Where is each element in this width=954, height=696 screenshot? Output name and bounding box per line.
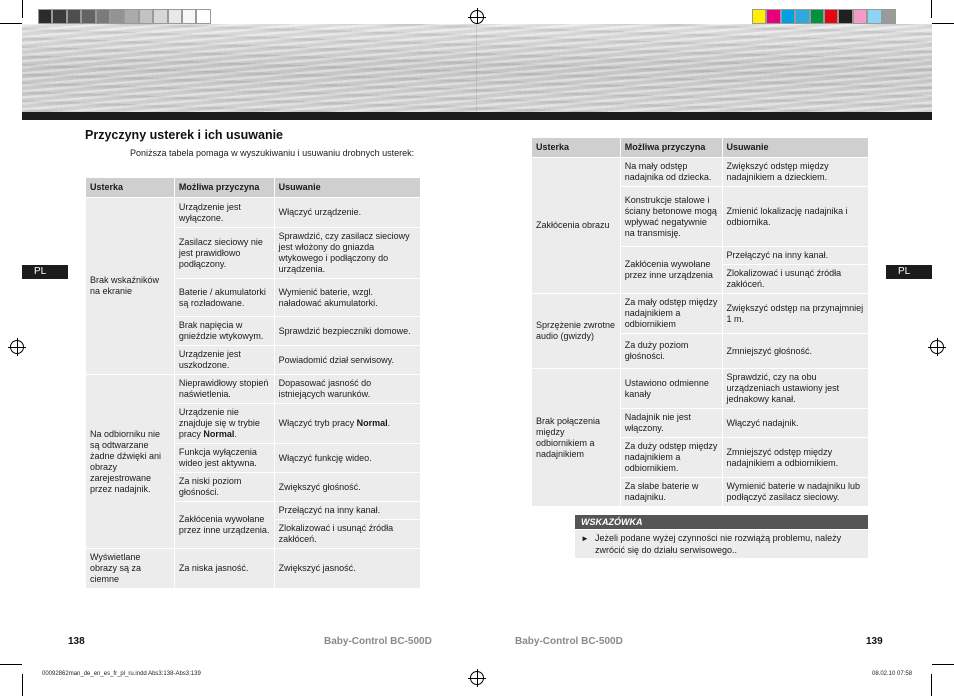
- table-row: [532, 294, 869, 334]
- registration-mark-icon: [470, 671, 484, 685]
- grey-swatch: [124, 9, 138, 24]
- registration-mark-icon: [10, 340, 24, 354]
- remedy-cell: Dopasować jasność do istniejących warunków.: [274, 375, 420, 404]
- remedy-cell: Włączyć urządzenie.: [274, 198, 420, 228]
- color-swatch: [752, 9, 766, 24]
- cause-cell: Za słabe baterie w nadajniku.: [620, 478, 722, 507]
- color-swatch: [781, 9, 795, 24]
- model-name-right: Baby-Control BC-500D: [515, 636, 623, 647]
- table-row: [532, 158, 869, 187]
- troubleshooting-table-right: [531, 137, 869, 507]
- color-swatch: [838, 9, 852, 24]
- remedy-cell: Włączyć nadajnik.: [722, 409, 868, 438]
- remedy-cell: Zmniejszyć odstęp między nadajnikiem a odbiornikiem.: [722, 438, 868, 478]
- column-header-remedy: Usuwanie: [274, 178, 420, 198]
- arrow-right-icon: ►: [581, 534, 589, 543]
- fault-cell: [532, 294, 621, 369]
- model-name-left: Baby-Control BC-500D: [324, 636, 432, 647]
- print-slug-date: 08.02.10 07:58: [872, 671, 913, 677]
- cause-cell: [174, 404, 274, 444]
- grey-calibration-bar: [38, 9, 211, 24]
- cause-cell: Za mały odstęp między nadajnikiem a odbiornikiem: [620, 294, 722, 334]
- cause-cell: Za duży poziom głośności.: [620, 334, 722, 369]
- cause-text: Urządzenie nie znajduje się w trybie pracy: [178, 407, 260, 439]
- page-number-right: 139: [866, 636, 883, 647]
- page-gutter: [476, 24, 477, 120]
- column-header-cause: Możliwa przyczyna: [620, 138, 722, 158]
- cause-cell: Baterie / akumulatorki są rozładowane.: [174, 279, 274, 317]
- remedy-cell: Zwiększyć głośność.: [274, 473, 420, 502]
- crop-mark: [931, 0, 932, 18]
- crop-mark: [932, 23, 954, 24]
- grey-swatch: [168, 9, 182, 24]
- color-swatch: [824, 9, 838, 24]
- remedy-cell: Przełączyć na inny kanał.: [722, 247, 868, 265]
- grey-swatch: [52, 9, 66, 24]
- cause-text-end: .: [234, 429, 237, 439]
- fault-cell: Wyświetlane obrazy są za ciemne: [86, 549, 175, 589]
- color-swatch: [766, 9, 780, 24]
- registration-mark-icon: [470, 10, 484, 24]
- grey-swatch: [139, 9, 153, 24]
- grey-swatch: [67, 9, 81, 24]
- cause-cell: Funkcja wyłączenia wideo jest aktywna.: [174, 444, 274, 473]
- grey-swatch: [153, 9, 167, 24]
- remedy-text: Włączyć tryb pracy: [278, 418, 357, 428]
- color-swatch: [853, 9, 867, 24]
- hint-text: Jeżeli podane wyżej czynności nie rozwiążą problemu, należy zwrócić się do działu serwisowego..: [595, 533, 842, 555]
- color-swatch: [810, 9, 824, 24]
- cause-cell: Ustawiono odmienne kanały: [620, 369, 722, 409]
- remedy-cell: Włączyć funkcję wideo.: [274, 444, 420, 473]
- table-row: [532, 369, 869, 409]
- cause-cell: Urządzenie jest uszkodzone.: [174, 346, 274, 375]
- remedy-cell: Zwiększyć jasność.: [274, 549, 420, 589]
- crop-mark: [932, 664, 954, 665]
- cause-cell: Zakłócenia wywołane przez inne urządzenia.: [174, 502, 274, 549]
- grey-swatch: [196, 9, 210, 24]
- language-tab-left: PL: [22, 265, 68, 279]
- table-row: [86, 549, 421, 589]
- fault-name-bold: Sprzężenie zwrotne audio (gwizdy): [536, 320, 616, 341]
- troubleshooting-table-left: [85, 177, 421, 589]
- grey-swatch: [38, 9, 52, 24]
- grey-swatch: [182, 9, 196, 24]
- crop-mark: [22, 0, 23, 18]
- table-row: [86, 375, 421, 404]
- grey-swatch: [81, 9, 95, 24]
- color-swatch: [867, 9, 881, 24]
- column-header-fault: Usterka: [532, 138, 621, 158]
- crop-mark: [0, 664, 22, 665]
- remedy-cell: [274, 404, 420, 444]
- fault-cell: Zakłócenia obrazu: [532, 158, 621, 294]
- registration-mark-icon: [930, 340, 944, 354]
- cause-cell: Zasilacz sieciowy nie jest prawidłowo podłączony.: [174, 228, 274, 279]
- mode-name: Normal: [203, 429, 235, 439]
- table-row: [86, 198, 421, 228]
- cause-cell: Za niski poziom głośności.: [174, 473, 274, 502]
- page-title: Przyczyny usterek i ich usuwanie: [85, 128, 283, 142]
- fault-cell: Brak wskaźników na ekranie: [86, 198, 175, 375]
- hint-title: WSKAZÓWKA: [575, 515, 868, 529]
- cause-cell: Nadajnik nie jest włączony.: [620, 409, 722, 438]
- crop-mark: [0, 23, 22, 24]
- print-slug-file: 00092862man_de_en_es_fr_pl_ru.indd Abs3:138-Abs3:139: [42, 671, 201, 677]
- remedy-cell: Wymienić baterie w nadajniku lub podłączyć zasilacz sieciowy.: [722, 478, 868, 507]
- cause-cell: Za duży odstęp między nadajnikiem a odbiornikiem.: [620, 438, 722, 478]
- language-tab-right: PL: [886, 265, 932, 279]
- cause-cell: Za niska jasność.: [174, 549, 274, 589]
- hint-box: [575, 530, 868, 558]
- remedy-cell: Sprawdzić, czy na obu urządzeniach ustawiony jest jednakowy kanał.: [722, 369, 868, 409]
- cause-cell: Konstrukcje stalowe i ściany betonowe mogą wpływać negatywnie na transmisję.: [620, 187, 722, 247]
- remedy-cell: Zlokalizować i usunąć źródła zakłóceń.: [274, 520, 420, 549]
- remedy-cell: Zmienić lokalizację nadajnika i odbiornika.: [722, 187, 868, 247]
- remedy-cell: Zlokalizować i usunąć źródła zakłóceń.: [722, 265, 868, 294]
- crop-mark: [22, 674, 23, 696]
- remedy-cell: Przełączyć na inny kanał.: [274, 502, 420, 520]
- remedy-cell: Wymienić baterie, wzgl. naładować akumulatorki.: [274, 279, 420, 317]
- remedy-cell: Powiadomić dział serwisowy.: [274, 346, 420, 375]
- remedy-cell: Zmniejszyć głośność.: [722, 334, 868, 369]
- column-header-fault: Usterka: [86, 178, 175, 198]
- color-swatch: [795, 9, 809, 24]
- remedy-cell: Zwiększyć odstęp na przynajmniej 1 m.: [722, 294, 868, 334]
- remedy-text-end: .: [387, 418, 391, 428]
- mode-name: Normal: [356, 418, 388, 428]
- grey-swatch: [110, 9, 124, 24]
- intro-text: Poniższa tabela pomaga w wyszukiwaniu i usuwaniu drobnych usterek:: [130, 148, 415, 158]
- remedy-cell: Zwiększyć odstęp między nadajnikiem a dzieckiem.: [722, 158, 868, 187]
- fault-cell: Na odbiorniku nie są odtwarzane żadne dźwięki ani obrazy zarejestrowane przez nadajnik.: [86, 375, 175, 549]
- crop-mark: [931, 674, 932, 696]
- remedy-cell: Sprawdzić bezpieczniki domowe.: [274, 317, 420, 346]
- color-calibration-bar: [752, 9, 896, 24]
- column-header-remedy: Usuwanie: [722, 138, 868, 158]
- color-swatch: [882, 9, 896, 24]
- fault-cell: Brak połączenia między odbiornikiem a nadajnikiem: [532, 369, 621, 507]
- cause-cell: Brak napięcia w gnieździe wtykowym.: [174, 317, 274, 346]
- remedy-cell: Sprawdzić, czy zasilacz sieciowy jest włożony do gniazda wtykowego i podłączony do urządzenia.: [274, 228, 420, 279]
- cause-cell: Nieprawidłowy stopień naświetlenia.: [174, 375, 274, 404]
- cause-cell: Na mały odstęp nadajnika od dziecka.: [620, 158, 722, 187]
- page-number-left: 138: [68, 636, 85, 647]
- header-band-rule: [22, 112, 932, 120]
- grey-swatch: [96, 9, 110, 24]
- cause-cell: Zakłócenia wywołane przez inne urządzenia: [620, 247, 722, 294]
- cause-cell: Urządzenie jest wyłączone.: [174, 198, 274, 228]
- column-header-cause: Możliwa przyczyna: [174, 178, 274, 198]
- header-band: [22, 24, 932, 112]
